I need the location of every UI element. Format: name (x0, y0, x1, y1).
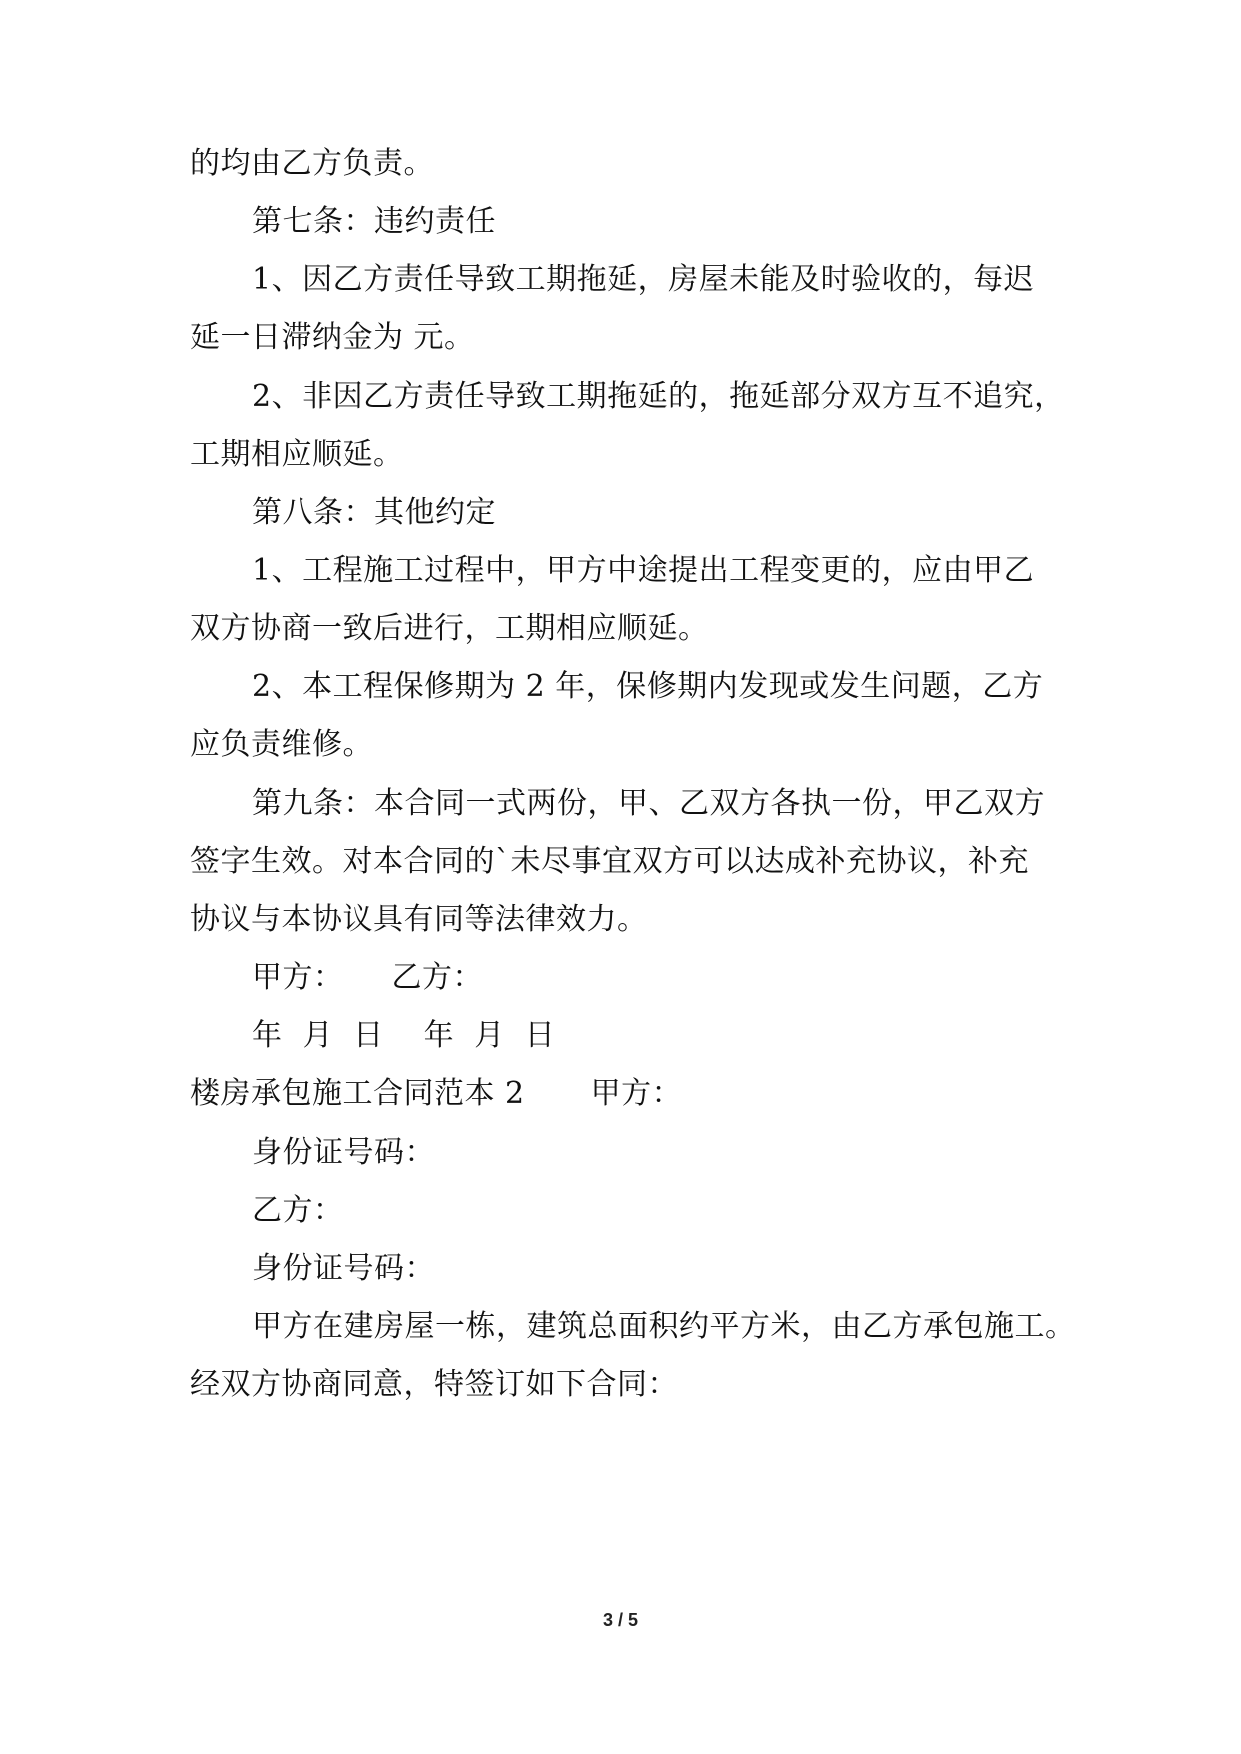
text-line: 应负责维修。 (190, 727, 373, 762)
contract-2-party-a: 甲方： (590, 1076, 683, 1111)
id-number-b: 身份证号码： (252, 1251, 435, 1286)
text-line: 的均由乙方负责。 (190, 146, 434, 181)
text-line: 延一日滞纳金为 元。 (190, 320, 475, 355)
text-line: 经双方协商同意，特签订如下合同： (190, 1367, 678, 1402)
party-a-label: 甲方： (252, 960, 344, 995)
date-b: 年 月 日 (423, 1018, 556, 1053)
page-number: 3 / 5 (602, 1610, 639, 1630)
party-b-label: 乙方： (391, 960, 483, 995)
text-line: 甲方在建房屋一栋，建筑总面积约平方米，由乙方承包施工。 (252, 1309, 1076, 1344)
text-line: 签字生效。对本合同的`未尽事宜双方可以达成补充协议，补充 (190, 844, 1029, 879)
text-line: 工期相应顺延。 (190, 437, 404, 472)
contract-2-title: 楼房承包施工合同范本 2 (190, 1076, 525, 1111)
signature-date-row (252, 1016, 1132, 1056)
text-line: 2、非因乙方责任导致工期拖延的，拖延部分双方互不追究， (252, 379, 1065, 414)
article-heading: 第八条：其他约定 (252, 495, 496, 530)
text-line: 协议与本协议具有同等法律效力。 (190, 902, 648, 937)
text-line: 1、工程施工过程中，甲方中途提出工程变更的，应由甲乙 (252, 553, 1035, 588)
text-line: 第九条：本合同一式两份，甲、乙双方各执一份，甲乙双方 (252, 786, 1045, 821)
text-line: 2、本工程保修期为 2 年，保修期内发现或发生问题，乙方 (252, 669, 1044, 704)
text-line: 1、因乙方责任导致工期拖延，房屋未能及时验收的，每迟 (252, 262, 1035, 297)
article-heading: 第七条：违约责任 (252, 204, 496, 239)
contract-2-title-row (190, 1074, 1070, 1114)
text-line: 双方协商一致后进行，工期相应顺延。 (190, 611, 709, 646)
contract-2-party-b: 乙方： (252, 1193, 344, 1228)
signature-parties-row (252, 958, 1132, 998)
id-number-a: 身份证号码： (252, 1135, 435, 1170)
date-a: 年 月 日 (252, 1018, 384, 1053)
